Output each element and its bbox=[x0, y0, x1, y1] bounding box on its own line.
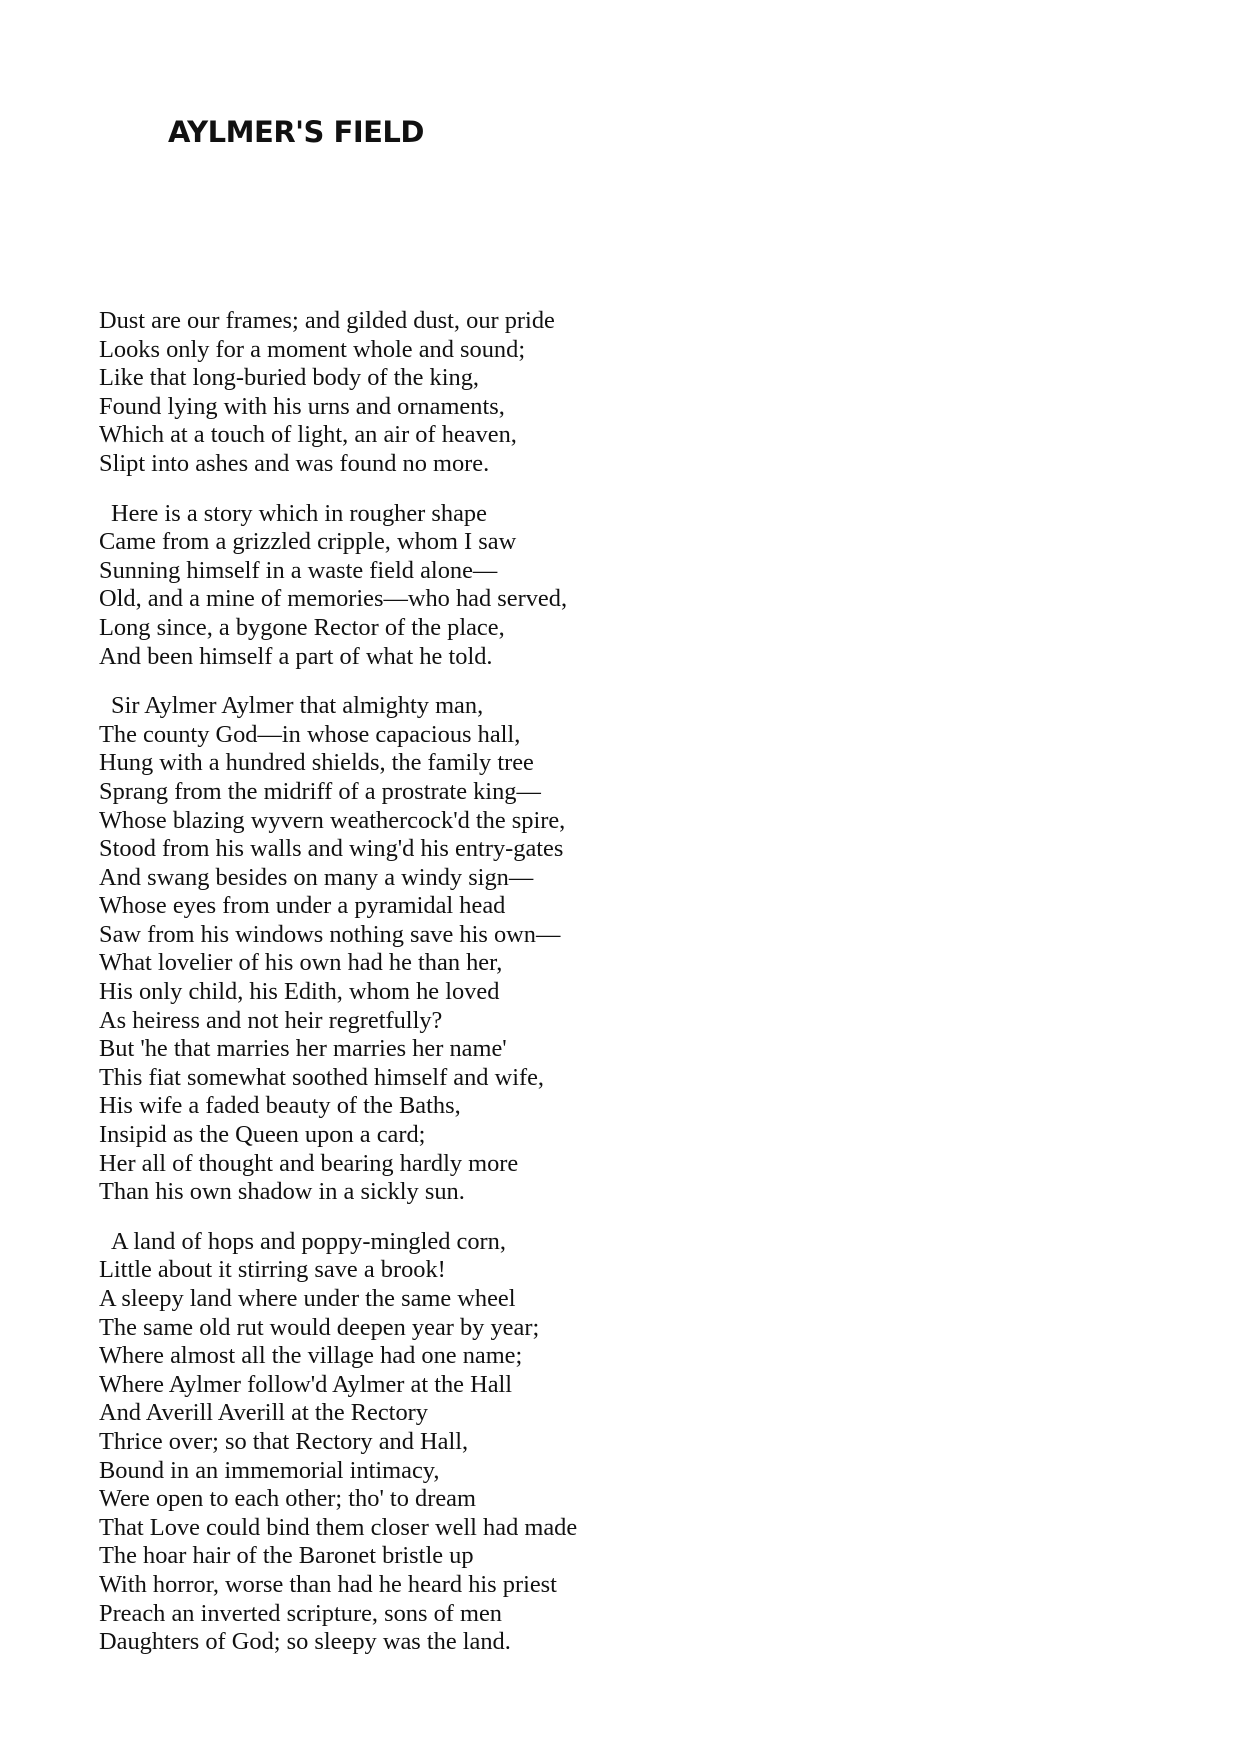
poem-line: That Love could bind them closer well had made bbox=[99, 1513, 578, 1541]
poem-line: What lovelier of his own had he than her, bbox=[99, 949, 503, 977]
poem-line: A land of hops and poppy-mingled corn, bbox=[111, 1227, 506, 1255]
poem-line: As heiress and not heir regretfully? bbox=[99, 1006, 443, 1034]
poem-line: Sir Aylmer Aylmer that almighty man, bbox=[111, 692, 484, 720]
poem-line: But 'he that marries her marries her name' bbox=[99, 1035, 507, 1063]
poem-line: Daughters of God; so sleepy was the land. bbox=[99, 1628, 511, 1656]
poem-line: And Averill Averill at the Rectory bbox=[99, 1399, 428, 1427]
poem-line: Where almost all the village had one name; bbox=[99, 1342, 523, 1370]
poem-line: With horror, worse than had he heard his priest bbox=[99, 1570, 557, 1598]
stanza-3 bbox=[99, 692, 819, 1207]
poem-line: Where Aylmer follow'd Aylmer at the Hall bbox=[99, 1370, 513, 1398]
poem-line: Whose eyes from under a pyramidal head bbox=[99, 892, 506, 920]
poem-line: And been himself a part of what he told. bbox=[99, 642, 493, 670]
poem-line: Stood from his walls and wing'd his entry-gates bbox=[99, 835, 564, 863]
poem-line: This fiat somewhat soothed himself and wife, bbox=[99, 1063, 545, 1091]
poem-line: The same old rut would deepen year by year; bbox=[99, 1313, 540, 1341]
poem-line: Were open to each other; tho' to dream bbox=[99, 1485, 476, 1513]
poem-line: And swang besides on many a windy sign— bbox=[99, 863, 534, 891]
poem-line: Slipt into ashes and was found no more. bbox=[99, 449, 490, 477]
poem-line: Thrice over; so that Rectory and Hall, bbox=[99, 1427, 469, 1455]
poem-line: Than his own shadow in a sickly sun. bbox=[99, 1178, 465, 1206]
poem-line: Looks only for a moment whole and sound; bbox=[99, 335, 526, 363]
poem-line: Sunning himself in a waste field alone— bbox=[99, 556, 498, 584]
poem-line: His wife a faded beauty of the Baths, bbox=[99, 1092, 461, 1120]
poem-line: Long since, a bygone Rector of the place, bbox=[99, 613, 505, 641]
poem-line: The hoar hair of the Baronet bristle up bbox=[99, 1542, 474, 1570]
poem-line: The county God—in whose capacious hall, bbox=[99, 720, 521, 748]
poem-line: Bound in an immemorial intimacy, bbox=[99, 1456, 440, 1484]
poem-line: His only child, his Edith, whom he loved bbox=[99, 978, 500, 1006]
poem-line: Dust are our frames; and gilded dust, our pride bbox=[99, 307, 555, 334]
poem-line: Hung with a hundred shields, the family tree bbox=[99, 749, 534, 777]
poem-body bbox=[99, 307, 819, 1678]
stanza-4 bbox=[99, 1228, 819, 1657]
stanza-1 bbox=[99, 307, 819, 479]
poem-line: Old, and a mine of memories—who had served, bbox=[99, 585, 568, 613]
stanza-2 bbox=[99, 500, 819, 672]
poem-title: AYLMER'S FIELD bbox=[168, 115, 424, 149]
poem-line: Insipid as the Queen upon a card; bbox=[99, 1121, 426, 1149]
poem-line: Came from a grizzled cripple, whom I saw bbox=[99, 528, 517, 556]
poem-line: Her all of thought and bearing hardly more bbox=[99, 1149, 519, 1177]
poem-line: Which at a touch of light, an air of heaven, bbox=[99, 421, 517, 449]
poem-line: Preach an inverted scripture, sons of men bbox=[99, 1599, 502, 1627]
poem-line: Found lying with his urns and ornaments, bbox=[99, 392, 505, 420]
poem-line: Saw from his windows nothing save his own— bbox=[99, 920, 561, 948]
poem-line: Sprang from the midriff of a prostrate king— bbox=[99, 777, 541, 805]
poem-line: Like that long-buried body of the king, bbox=[99, 364, 480, 392]
poem-line: A sleepy land where under the same wheel bbox=[99, 1285, 516, 1312]
poem-line: Here is a story which in rougher shape bbox=[111, 499, 487, 527]
poem-line: Little about it stirring save a brook! bbox=[99, 1256, 446, 1284]
poem-line: Whose blazing wyvern weathercock'd the spire, bbox=[99, 806, 566, 834]
